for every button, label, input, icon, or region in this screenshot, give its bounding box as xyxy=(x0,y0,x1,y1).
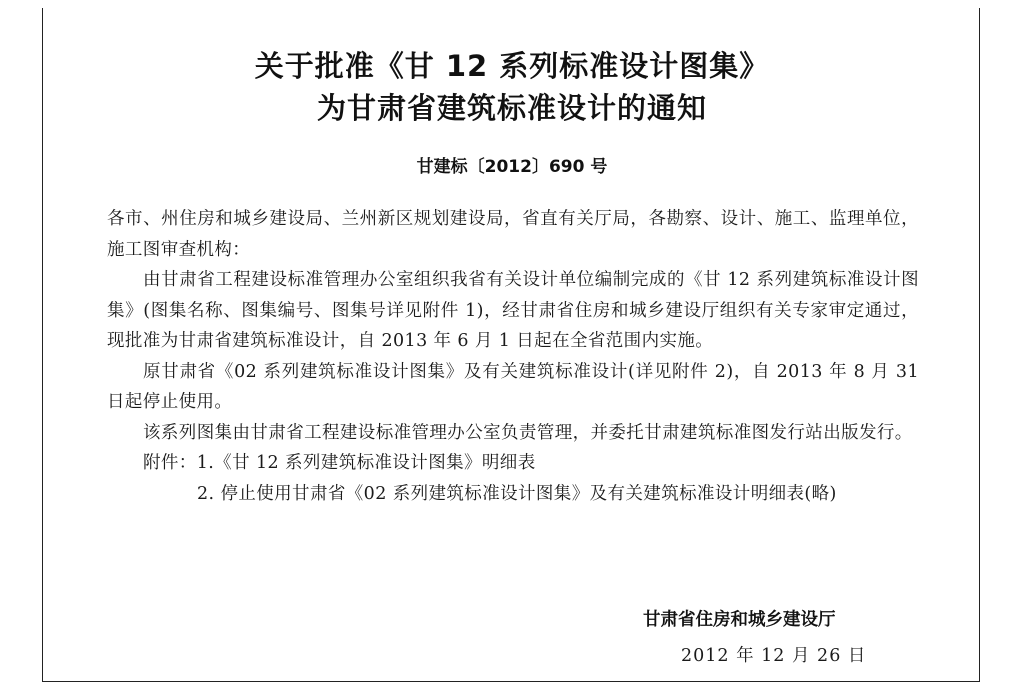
addressee: 各市、州住房和城乡建设局、兰州新区规划建设局，省直有关厅局，各勘察、设计、施工、监理单位，施工图审查机构： xyxy=(107,209,919,260)
attachment-1: 附件：1.《甘 12 系列建筑标准设计图集》明细表 xyxy=(143,453,536,473)
document-number: 甘建标〔2012〕690 号 xyxy=(416,157,608,177)
document-title-line2: 为甘肃省建筑标准设计的通知 xyxy=(316,91,707,125)
paragraph-approval: 由甘肃省工程建设标准管理办公室组织我省有关设计单位编制完成的《甘 12 系列建筑标准设计图集》(图集名称、图集编号、图集号详见附件 1)，经甘肃省住房和城乡建设厅组织有关专家审定通过，现批准为甘肃省建筑标准设计，自 2013 年 6 月 1 日起在全省范围内实施。 xyxy=(107,270,919,351)
attachment-2: 2. 停止使用甘肃省《02 系列建筑标准设计图集》及有关建筑标准设计明细表(略) xyxy=(197,483,837,504)
issue-date: 2012 年 12 月 26 日 xyxy=(681,646,867,666)
paragraph-management: 该系列图集由甘肃省工程建设标准管理办公室负责管理，并委托甘肃建筑标准图发行站出版发行。 xyxy=(143,422,913,443)
document-title-line1: 关于批准《甘 12 系列标准设计图集》 xyxy=(254,49,770,83)
paragraph-discontinue: 原甘肃省《02 系列建筑标准设计图集》及有关建筑标准设计(详见附件 2)，自 2013 年 8 月 31 日起停止使用。 xyxy=(107,361,919,412)
document-body xyxy=(107,204,919,509)
issuer-signature: 甘肃省住房和城乡建设厅 xyxy=(643,610,836,630)
